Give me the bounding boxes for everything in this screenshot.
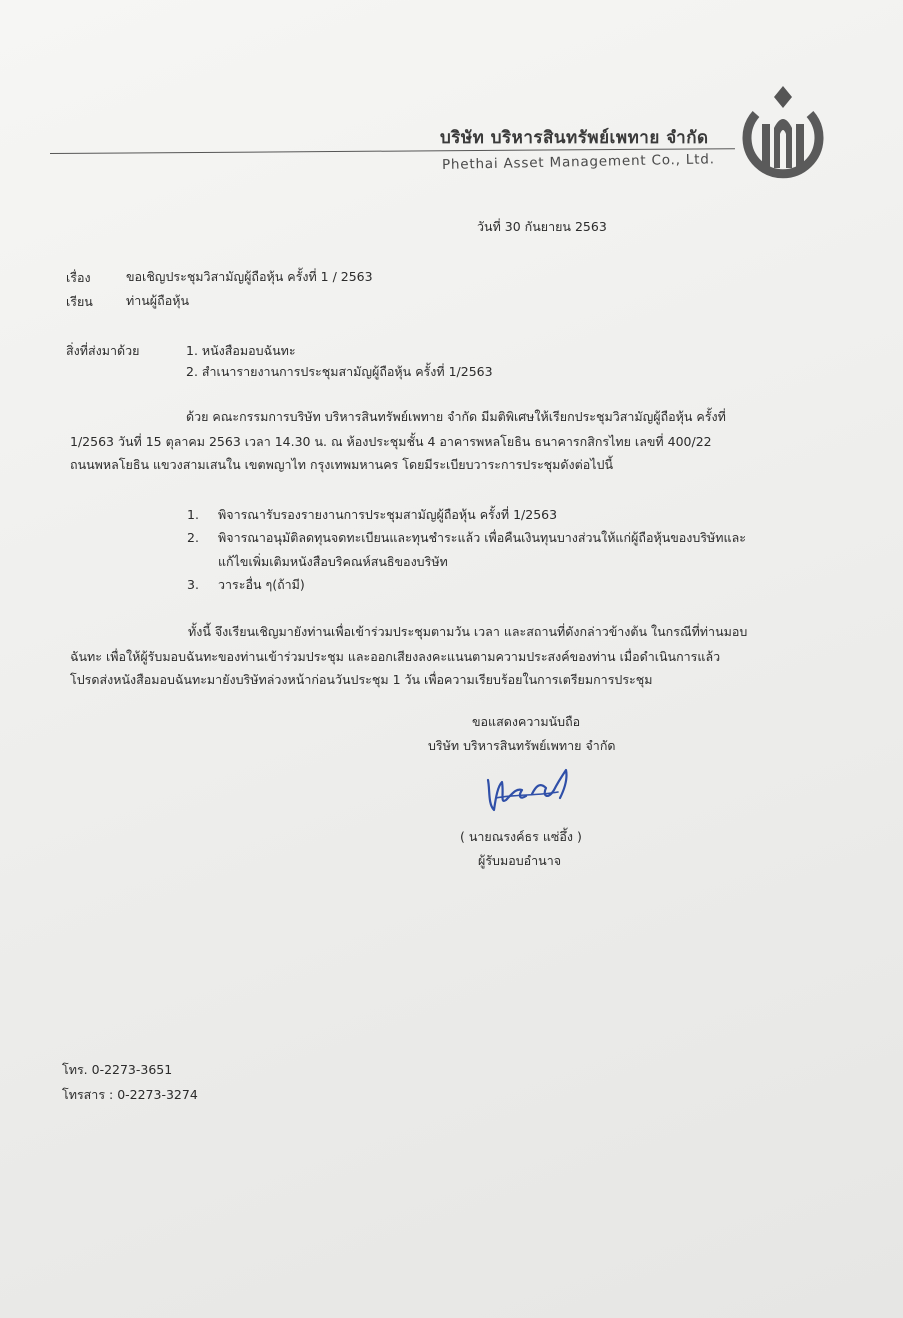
body-paragraph-1-line-3: ถนนพหลโยธิน แขวงสามเสนใน เขตพญาไท กรุงเทพมหานคร โดยมีระเบียบวาระการประชุมดังต่อไปนี้ (70, 457, 613, 472)
signatory-name: ( นายณรงค์ธร แซ่อึ้ง ) (460, 829, 582, 844)
company-name-english: Phethai Asset Management Co., Ltd. (441, 151, 715, 173)
company-name-thai: บริษัท บริหารสินทรัพย์เพทาย จำกัด (440, 128, 709, 148)
signature-icon (476, 760, 586, 820)
agenda-item-3: วาระอื่น ๆ(ถ้ามี) (218, 577, 305, 592)
body-paragraph-2-line-2: ฉันทะ เพื่อให้ผู้รับมอบฉันทะของท่านเข้าร่วมประชุม และออกเสียงลงคะแนนตามความประสงค์ของท่าน เมื่อดำเนินการแล้ว (70, 649, 721, 664)
closing-company: บริษัท บริหารสินทรัพย์เพทาย จำกัด (428, 738, 616, 753)
signatory-title: ผู้รับมอบอำนาจ (478, 853, 562, 868)
company-logo-icon (734, 84, 832, 196)
agenda-item-1: พิจารณารับรองรายงานการประชุมสามัญผู้ถือหุ้น ครั้งที่ 1/2563 (218, 507, 558, 522)
agenda-number-2: 2. (187, 530, 199, 545)
body-paragraph-1-line-1: ด้วย คณะกรรมการบริษัท บริหารสินทรัพย์เพทาย จำกัด มีมติพิเศษให้เรียกประชุมวิสามัญผู้ถือหุ้น ครั้งที่ (186, 409, 726, 424)
phone-number: โทร. 0-2273-3651 (62, 1062, 173, 1077)
agenda-number-1: 1. (187, 507, 199, 522)
body-paragraph-1-line-2: 1/2563 วันที่ 15 ตุลาคม 2563 เวลา 14.30 น. ณ ห้องประชุมชั้น 4 อาคารพหลโยธิน ธนาคารกสิกรไทย เลขที่ 400/22 (70, 434, 712, 449)
agenda-number-3: 3. (187, 577, 199, 592)
body-paragraph-2-line-1: ทั้งนี้ จึงเรียนเชิญมายังท่านเพื่อเข้าร่วมประชุมตามวัน เวลา และสถานที่ดังกล่าวข้างต้น ในกรณีที่ท่านมอบ (188, 624, 748, 639)
agenda-item-2-line-1: พิจารณาอนุมัติลดทุนจดทะเบียนและทุนชำระแล้ว เพื่อคืนเงินทุนบางส่วนให้แก่ผู้ถือหุ้นของบริษัทและ (218, 530, 746, 545)
subject-label: เรื่อง (66, 270, 91, 285)
fax-number: โทรสาร : 0-2273-3274 (62, 1087, 198, 1102)
closing-text: ขอแสดงความนับถือ (472, 714, 581, 729)
enclosures-label: สิ่งที่ส่งมาด้วย (66, 343, 140, 358)
recipient-label: เรียน (66, 294, 93, 309)
recipient-text: ท่านผู้ถือหุ้น (126, 293, 189, 308)
enclosure-item-1: 1. หนังสือมอบฉันทะ (186, 343, 296, 358)
enclosure-item-2: 2. สำเนารายงานการประชุมสามัญผู้ถือหุ้น ครั้งที่ 1/2563 (186, 364, 493, 379)
agenda-item-2-line-2: แก้ไขเพิ่มเติมหนังสือบริคณห์สนธิของบริษัท (218, 554, 448, 569)
letter-date: วันที่ 30 กันยายน 2563 (477, 219, 607, 234)
body-paragraph-2-line-3: โปรดส่งหนังสือมอบฉันทะมายังบริษัทล่วงหน้าก่อนวันประชุม 1 วัน เพื่อความเรียบร้อยในการเตรียมการประชุม (70, 672, 653, 687)
subject-text: ขอเชิญประชุมวิสามัญผู้ถือหุ้น ครั้งที่ 1 / 2563 (126, 269, 373, 284)
